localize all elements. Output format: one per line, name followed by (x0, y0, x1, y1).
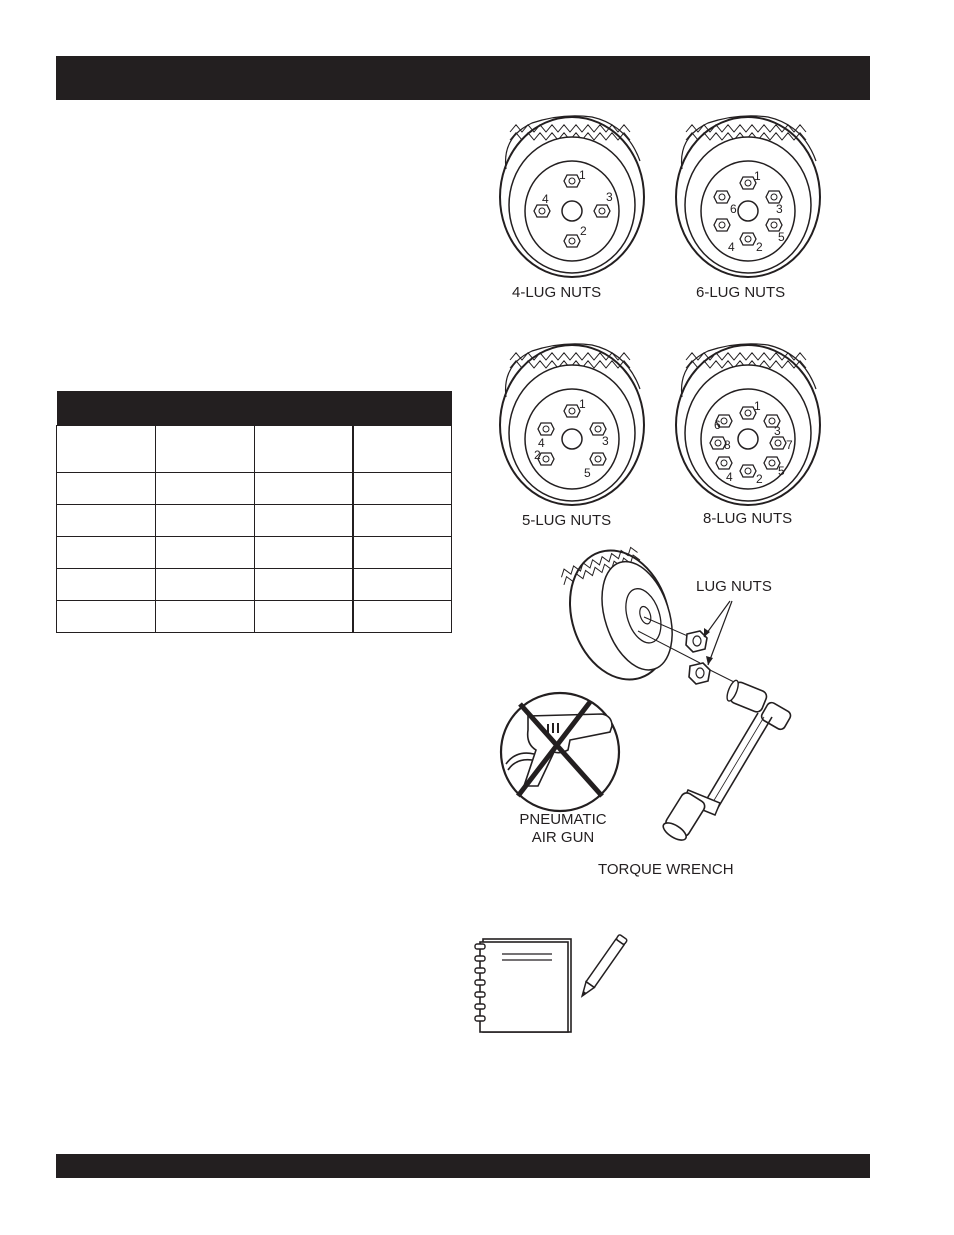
lug-number: 2 (580, 224, 587, 238)
eight-lug-wheel (668, 340, 828, 510)
notebook-icon (470, 936, 580, 1036)
lug-number: 4 (728, 240, 735, 254)
header-bar (56, 56, 870, 100)
torque-wrench-label: TORQUE WRENCH (598, 861, 734, 878)
lug-number: 4 (538, 436, 545, 450)
table-row (57, 505, 452, 537)
four-lug-caption: 4-LUG NUTS (512, 284, 602, 301)
table-row (57, 601, 452, 633)
lug-number: 3 (774, 424, 781, 438)
prohibited-air-gun-icon (498, 690, 622, 814)
lug-number: 5 (778, 230, 785, 244)
lug-number: 1 (754, 169, 761, 183)
lug-number: 2 (534, 448, 541, 462)
lug-number: 2 (756, 472, 763, 486)
table-row (57, 569, 452, 601)
lug-number: 4 (542, 192, 549, 206)
air-gun-label-line2: AIR GUN (531, 829, 595, 846)
lug-number: 1 (579, 168, 586, 182)
six-lug-caption: 6-LUG NUTS (696, 284, 786, 301)
five-lug-caption: 5-LUG NUTS (522, 512, 612, 529)
footer-bar (56, 1154, 870, 1178)
table-row (57, 426, 452, 473)
lug-number: 3 (602, 434, 609, 448)
table-row (57, 537, 452, 569)
air-gun-label-line1: PNEUMATIC (519, 811, 607, 828)
lug-number: 1 (579, 397, 586, 411)
lug-nuts-label: LUG NUTS (696, 578, 772, 595)
lug-number: 4 (726, 470, 733, 484)
torque-table-header (57, 391, 452, 426)
table-row (57, 473, 452, 505)
eight-lug-caption: 8-LUG NUTS (703, 510, 793, 527)
lug-number: 8 (724, 438, 731, 452)
lug-number: 5 (584, 466, 591, 480)
four-lug-wheel (492, 112, 652, 282)
six-lug-wheel (668, 112, 828, 282)
air-gun-label (516, 811, 610, 847)
lug-number: 2 (756, 240, 763, 254)
pencil-icon (572, 934, 632, 1014)
lug-number: 5 (778, 464, 785, 478)
torque-table (56, 391, 452, 633)
five-lug-wheel (492, 340, 652, 510)
lug-number: 6 (714, 418, 721, 432)
lug-number: 3 (776, 202, 783, 216)
lug-number: 3 (606, 190, 613, 204)
lug-number: 6 (730, 202, 737, 216)
lug-number: 7 (786, 438, 793, 452)
lug-number: 1 (754, 399, 761, 413)
